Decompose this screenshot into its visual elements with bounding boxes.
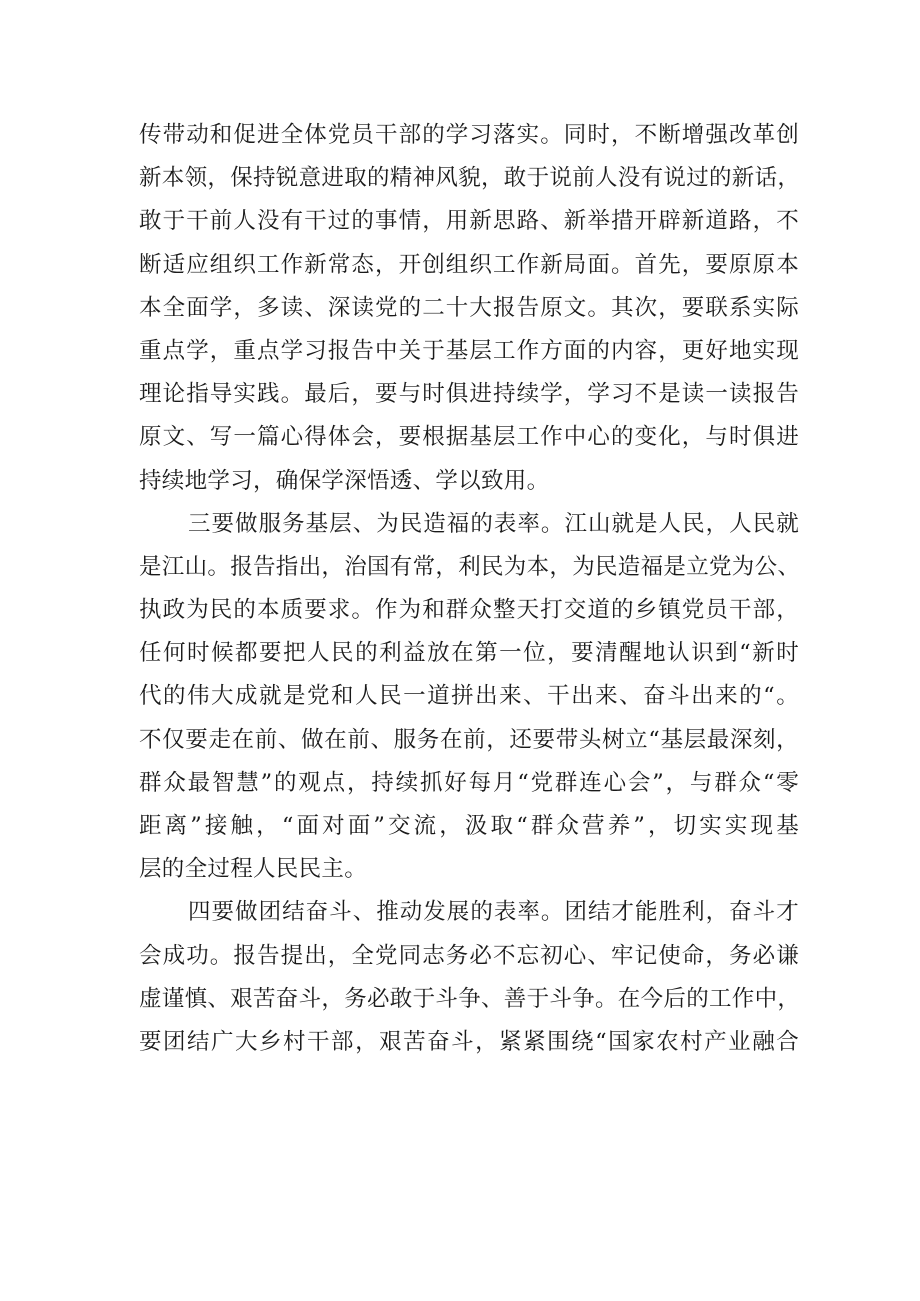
text-line: 四要做团结奋斗、推动发展的表率。团结才能胜利，奋斗才: [188, 899, 799, 926]
body-text: [139, 114, 799, 1064]
text-line: 断适应组织工作新常态，开创组织工作新局面。首先，要原原本: [139, 251, 799, 278]
text-line: 本全面学，多读、深读党的二十大报告原文。其次，要联系实际: [139, 294, 799, 321]
text-line: 不仅要走在前、做在前、服务在前，还要带头树立“基层最深刻，: [139, 726, 799, 753]
text-line: 距离”接触，“面对面”交流，汲取“群众营养”，切实实现基: [139, 813, 799, 839]
text-line: 虚谨慎、艰苦奋斗，务必敢于斗争、善于斗争。在今后的工作中，: [139, 985, 801, 1012]
text-line: 任何时候都要把人民的利益放在第一位，要清醒地认识到“新时: [139, 640, 799, 667]
text-line: 持续地学习，确保学深悟透、学以致用。: [139, 467, 550, 494]
text-line: 代的伟大成就是党和人民一道拼出来、干出来、奋斗出来的“。: [139, 683, 799, 710]
text-line: 执政为民的本质要求。作为和群众整天打交道的乡镇党员干部，: [139, 597, 799, 624]
text-line: 敢于干前人没有干过的事情，用新思路、新举措开辟新道路，不: [139, 208, 799, 235]
text-line: 新本领，保持锐意进取的精神风貌，敢于说前人没有说过的新话，: [139, 165, 801, 192]
text-line: 要团结广大乡村干部，艰苦奋斗，紧紧围绕“国家农村产业融合: [139, 1028, 799, 1055]
text-line: 层的全过程人民民主。: [139, 856, 368, 883]
text-line: 原文、写一篇心得体会，要根据基层工作中心的变化，与时俱进: [139, 424, 799, 451]
text-line: 三要做服务基层、为民造福的表率。江山就是人民，人民就: [188, 510, 799, 537]
text-line: 重点学，重点学习报告中关于基层工作方面的内容，更好地实现: [139, 337, 799, 364]
text-line: 理论指导实践。最后，要与时俱进持续学，学习不是读一读报告: [139, 381, 799, 408]
text-line: 是江山。报告指出，治国有常，利民为本，为民造福是立党为公、: [139, 553, 801, 580]
text-line: 群众最智慧”的观点，持续抓好每月“党群连心会”，与群众“零: [139, 769, 799, 796]
text-line: 传带动和促进全体党员干部的学习落实。同时，不断增强改革创: [139, 122, 799, 148]
text-line: 会成功。报告提出，全党同志务必不忘初心、牢记使命，务必谦: [139, 942, 799, 969]
